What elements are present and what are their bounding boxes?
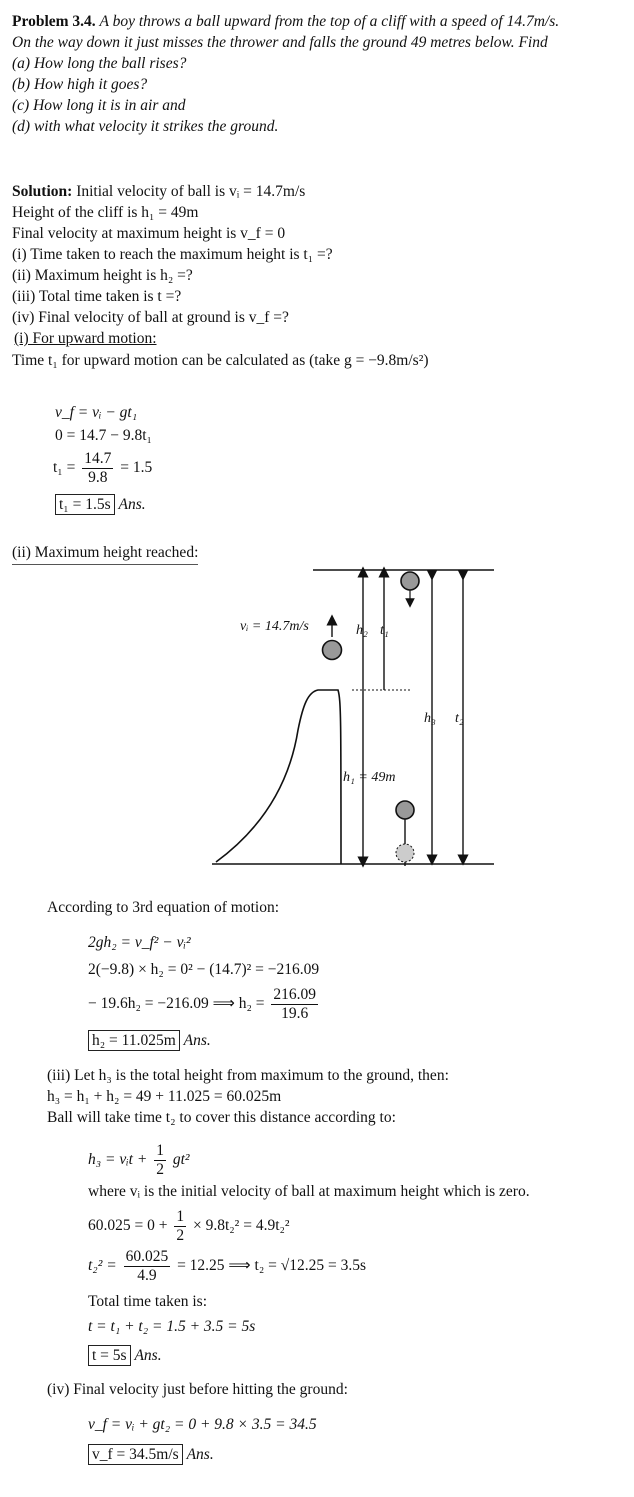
answer-box-h2: h₂ = 11.025m [88, 1030, 180, 1051]
fraction-numerator: 1 [156, 1142, 164, 1159]
section-max-height-label: (ii) Maximum height reached: [12, 544, 199, 561]
fraction [174, 1208, 186, 1245]
fraction-numerator: 14.7 [84, 450, 112, 467]
problem-line2: On the way down it just misses the thrower and falls the ground 49 metres below. Find [12, 34, 548, 51]
eq-height-1: 2gh₂ = v_f² − vᵢ² [88, 934, 191, 951]
answer-row-4 [88, 1446, 214, 1464]
solution-find-1: (i) Time taken to reach the maximum height is t₁ =? [12, 246, 333, 263]
solution-given-velocity: Initial velocity of ball is vᵢ = 14.7m/s [76, 183, 306, 200]
ans-label: Ans. [183, 1032, 211, 1049]
total-height-eq: h₃ = h₁ + h₂ = 49 + 11.025 = 60.025m [47, 1088, 282, 1105]
total-height-intro: (iii) Let h₃ is the total height from maximum to the ground, then: [47, 1067, 449, 1084]
fraction [271, 986, 318, 1023]
fraction-denominator: 2 [156, 1160, 164, 1178]
eq-fall-3-rhs: = 12.25 ⟹ t₂ = √12.25 = 3.5s [177, 1256, 367, 1274]
answer-box-vf: v_f = 34.5m/s [88, 1444, 183, 1465]
eq-fall-1-rhs: gt² [172, 1150, 190, 1168]
eq-fall-3-lhs: t₂² = [88, 1256, 117, 1274]
solution-find-4: (iv) Final velocity of ball at ground is v_f =? [12, 309, 289, 326]
solution-find-2: (ii) Maximum height is h₂ =? [12, 267, 193, 284]
solution-height: Height of the cliff is h₁ = 49m [12, 204, 199, 221]
solution-label: Solution: [12, 183, 73, 200]
fraction [124, 1248, 171, 1285]
solution-time-intro: Time t₁ for upward motion can be calculated as (take g = −9.8m/s²) [12, 352, 429, 369]
section-upward-motion: (i) For upward motion: [14, 330, 157, 347]
eq-fall-2-rhs: × 9.8t₂² = 4.9t₂² [192, 1216, 290, 1234]
final-velocity-heading: (iv) Final velocity just before hitting the ground: [47, 1381, 348, 1398]
fraction-denominator: 4.9 [137, 1266, 157, 1284]
eq-final-velocity: v_f = vᵢ + gt₂ = 0 + 9.8 × 3.5 = 34.5 [88, 1416, 317, 1433]
ans-label: Ans. [134, 1347, 162, 1364]
eq-fall-1-lhs: h₃ = vᵢt + [88, 1150, 148, 1168]
problem-part-d: (d) with what velocity it strikes the ground. [12, 118, 279, 135]
eq-upward-1: v_f = vᵢ − gt₁ [55, 404, 138, 421]
ball-launch [323, 641, 342, 660]
fraction-numerator: 216.09 [273, 986, 316, 1003]
time-intro: Ball will take time t₂ to cover this distance according to: [47, 1109, 396, 1126]
answer-box-t: t = 5s [88, 1345, 131, 1366]
eq-fall-3 [88, 1248, 366, 1285]
eq-fall-2 [88, 1208, 290, 1245]
total-time-label: Total time taken is: [88, 1293, 208, 1310]
problem-part-c: (c) How long it is in air and [12, 97, 186, 114]
eq-upward-3-rhs: = 1.5 [120, 458, 153, 476]
fraction-denominator: 2 [176, 1226, 185, 1244]
fraction-denominator: 19.6 [281, 1004, 309, 1022]
solution-find-3: (iii) Total time taken is t =? [12, 288, 182, 305]
label-h3: h₃ [424, 711, 436, 726]
cliff-shape [216, 690, 341, 864]
eq-fall-2-lhs: 60.025 = 0 + [88, 1216, 168, 1234]
eq-fall-1 [88, 1142, 190, 1179]
initial-velocity-note: where vᵢ is the initial velocity of ball at maximum height which is zero. [88, 1183, 530, 1200]
fraction [154, 1142, 166, 1179]
problem-part-b: (b) How high it goes? [12, 76, 148, 93]
answer-box-t1: t₁ = 1.5s [55, 494, 115, 515]
third-equation-intro: According to 3rd equation of motion: [47, 899, 280, 916]
label-t1: t₁ [380, 623, 389, 638]
eq-upward-3-lhs: t₁ = [53, 458, 76, 476]
problem-text-1: A boy throws a ball upward from the top of a cliff with a speed of 14.7m/s. [99, 13, 560, 30]
label-h2: h₂ [356, 623, 368, 638]
problem-label: Problem 3.4. [12, 13, 96, 30]
ans-label: Ans. [186, 1446, 214, 1463]
problem-part-a: (a) How long the ball rises? [12, 55, 187, 72]
total-time-eq: t = t₁ + t₂ = 1.5 + 3.5 = 5s [88, 1318, 256, 1335]
ball-top [401, 572, 419, 590]
answer-row-2 [88, 1032, 211, 1050]
eq-height-2: 2(−9.8) × h₂ = 0² − (14.7)² = −216.09 [88, 961, 320, 978]
ball-ground [396, 844, 414, 862]
eq-upward-2: 0 = 14.7 − 9.8t₁ [55, 427, 152, 444]
eq-height-3-lhs: − 19.6h₂ = −216.09 ⟹ h₂ = [88, 994, 265, 1012]
fraction-numerator: 60.025 [125, 1248, 169, 1265]
solution-final-velocity: Final velocity at maximum height is v_f = 0 [12, 225, 286, 242]
label-vi: vᵢ = 14.7m/s [240, 619, 309, 634]
label-t2: t₂ [455, 711, 464, 726]
ball-falling [396, 801, 414, 819]
answer-row-3 [88, 1347, 162, 1365]
fraction-numerator: 1 [176, 1208, 185, 1225]
eq-height-3 [88, 986, 321, 1023]
label-h1: h₁ = 49m [343, 770, 396, 785]
ans-label: Ans. [118, 496, 146, 513]
fraction-denominator: 9.8 [88, 468, 108, 486]
